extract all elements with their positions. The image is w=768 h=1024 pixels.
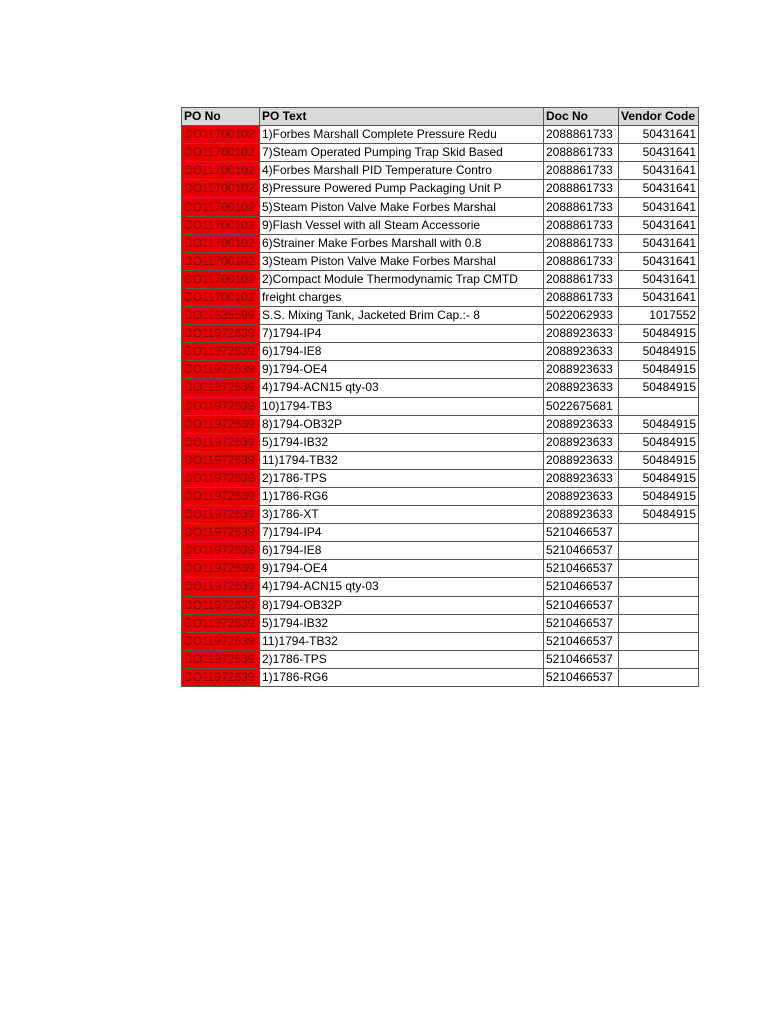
table-row xyxy=(182,307,699,325)
cell-vendor-code: 50431641 xyxy=(619,180,699,198)
cell-po-text: 2)1786-TPS xyxy=(260,469,544,487)
cell-doc-no: 2088923633 xyxy=(544,325,619,343)
cell-po-no: DO11972639 xyxy=(182,487,260,505)
table-row xyxy=(182,288,699,306)
cell-doc-no: 5210466537 xyxy=(544,560,619,578)
cell-po-text: 2)1786-TPS xyxy=(260,650,544,668)
cell-po-text: 1)1786-RG6 xyxy=(260,668,544,686)
table-row xyxy=(182,506,699,524)
cell-po-no: DO11700102 xyxy=(182,162,260,180)
cell-po-no: DO11972639 xyxy=(182,469,260,487)
cell-po-no: DO11972639 xyxy=(182,506,260,524)
cell-vendor-code xyxy=(619,614,699,632)
cell-doc-no: 2088923633 xyxy=(544,379,619,397)
cell-po-text: 9)Flash Vessel with all Steam Accessorie xyxy=(260,216,544,234)
cell-po-no: DO11972639 xyxy=(182,451,260,469)
cell-po-text: 4)1794-ACN15 qty-03 xyxy=(260,379,544,397)
table-row xyxy=(182,198,699,216)
cell-vendor-code: 50484915 xyxy=(619,469,699,487)
cell-vendor-code xyxy=(619,542,699,560)
cell-vendor-code xyxy=(619,397,699,415)
table-row xyxy=(182,433,699,451)
cell-vendor-code: 50431641 xyxy=(619,270,699,288)
cell-vendor-code xyxy=(619,560,699,578)
cell-po-text: 5)1794-IB32 xyxy=(260,614,544,632)
cell-po-no: DO11972639 xyxy=(182,668,260,686)
table-row xyxy=(182,361,699,379)
cell-doc-no: 2088861733 xyxy=(544,162,619,180)
cell-po-text: 9)1794-OE4 xyxy=(260,560,544,578)
cell-po-no: DO11972639 xyxy=(182,343,260,361)
table-row xyxy=(182,379,699,397)
table-row xyxy=(182,469,699,487)
table-row xyxy=(182,270,699,288)
cell-po-no: DO11972639 xyxy=(182,433,260,451)
cell-po-text: 3)Steam Piston Valve Make Forbes Marshal xyxy=(260,252,544,270)
cell-po-no: DO11700102 xyxy=(182,144,260,162)
cell-po-text: 8)1794-OB32P xyxy=(260,415,544,433)
cell-po-text: 5)1794-IB32 xyxy=(260,433,544,451)
header-row xyxy=(182,108,699,126)
cell-po-no: DO11972639 xyxy=(182,542,260,560)
cell-po-text: 9)1794-OE4 xyxy=(260,361,544,379)
cell-po-text: 6)1794-IE8 xyxy=(260,343,544,361)
cell-po-no: DO11700102 xyxy=(182,270,260,288)
cell-vendor-code xyxy=(619,668,699,686)
cell-po-text: 6)Strainer Make Forbes Marshall with 0.8 xyxy=(260,234,544,252)
cell-po-no: DO11972639 xyxy=(182,415,260,433)
cell-vendor-code xyxy=(619,578,699,596)
cell-po-text: 7)1794-IP4 xyxy=(260,325,544,343)
cell-vendor-code xyxy=(619,650,699,668)
cell-po-text: 4)Forbes Marshall PID Temperature Contro xyxy=(260,162,544,180)
cell-po-text: 10)1794-TB3 xyxy=(260,397,544,415)
cell-po-text: 11)1794-TB32 xyxy=(260,632,544,650)
cell-po-text: 8)1794-OB32P xyxy=(260,596,544,614)
cell-vendor-code: 50484915 xyxy=(619,415,699,433)
cell-vendor-code: 1017552 xyxy=(619,307,699,325)
table-row xyxy=(182,325,699,343)
cell-vendor-code: 50484915 xyxy=(619,451,699,469)
header-vendor-code: Vendor Code xyxy=(619,108,699,126)
cell-doc-no: 2088861733 xyxy=(544,270,619,288)
table-row xyxy=(182,397,699,415)
table-row xyxy=(182,560,699,578)
cell-doc-no: 2088923633 xyxy=(544,343,619,361)
cell-doc-no: 2088923633 xyxy=(544,433,619,451)
cell-doc-no: 5022675681 xyxy=(544,397,619,415)
table-header xyxy=(182,108,699,126)
cell-po-no: DO11972639 xyxy=(182,650,260,668)
cell-po-text: 7)Steam Operated Pumping Trap Skid Based xyxy=(260,144,544,162)
cell-vendor-code: 50484915 xyxy=(619,379,699,397)
table-row xyxy=(182,126,699,144)
cell-po-text: freight charges xyxy=(260,288,544,306)
cell-doc-no: 5210466537 xyxy=(544,524,619,542)
cell-po-text: 11)1794-TB32 xyxy=(260,451,544,469)
table-row xyxy=(182,614,699,632)
cell-po-no: DO11972639 xyxy=(182,524,260,542)
cell-po-text: 1)Forbes Marshall Complete Pressure Redu xyxy=(260,126,544,144)
table-row xyxy=(182,162,699,180)
cell-po-no: DO11635599 xyxy=(182,307,260,325)
header-doc-no: Doc No xyxy=(544,108,619,126)
table-row xyxy=(182,542,699,560)
cell-doc-no: 5210466537 xyxy=(544,542,619,560)
cell-po-no: DO11972639 xyxy=(182,596,260,614)
cell-vendor-code: 50431641 xyxy=(619,234,699,252)
cell-po-no: DO11700102 xyxy=(182,234,260,252)
table-row xyxy=(182,144,699,162)
cell-po-text: S.S. Mixing Tank, Jacketed Brim Cap.:- 8 xyxy=(260,307,544,325)
header-po-text: PO Text xyxy=(260,108,544,126)
cell-po-text: 2)Compact Module Thermodynamic Trap CMTD xyxy=(260,270,544,288)
cell-po-text: 8)Pressure Powered Pump Packaging Unit P xyxy=(260,180,544,198)
cell-po-no: DO11700102 xyxy=(182,252,260,270)
table-row xyxy=(182,487,699,505)
table-row xyxy=(182,632,699,650)
cell-vendor-code: 50431641 xyxy=(619,126,699,144)
cell-vendor-code: 50484915 xyxy=(619,506,699,524)
table-row xyxy=(182,596,699,614)
cell-doc-no: 5210466537 xyxy=(544,668,619,686)
cell-po-no: DO11700102 xyxy=(182,288,260,306)
cell-po-no: DO11972639 xyxy=(182,632,260,650)
table-row xyxy=(182,524,699,542)
cell-doc-no: 2088861733 xyxy=(544,144,619,162)
cell-po-no: DO11972639 xyxy=(182,560,260,578)
cell-doc-no: 5210466537 xyxy=(544,614,619,632)
cell-vendor-code: 50484915 xyxy=(619,361,699,379)
cell-doc-no: 2088861733 xyxy=(544,252,619,270)
cell-doc-no: 5210466537 xyxy=(544,650,619,668)
cell-doc-no: 2088923633 xyxy=(544,451,619,469)
table-row xyxy=(182,234,699,252)
cell-po-no: DO11700102 xyxy=(182,216,260,234)
cell-vendor-code xyxy=(619,632,699,650)
cell-doc-no: 2088861733 xyxy=(544,216,619,234)
cell-po-no: DO11972639 xyxy=(182,614,260,632)
cell-vendor-code xyxy=(619,524,699,542)
cell-doc-no: 2088861733 xyxy=(544,126,619,144)
cell-doc-no: 2088861733 xyxy=(544,234,619,252)
table-body xyxy=(182,126,699,687)
cell-doc-no: 2088923633 xyxy=(544,506,619,524)
table-row xyxy=(182,668,699,686)
cell-vendor-code: 50431641 xyxy=(619,216,699,234)
cell-vendor-code: 50431641 xyxy=(619,288,699,306)
cell-doc-no: 2088861733 xyxy=(544,198,619,216)
table-row xyxy=(182,180,699,198)
cell-doc-no: 2088923633 xyxy=(544,487,619,505)
cell-po-no: DO11700102 xyxy=(182,198,260,216)
cell-po-no: DO11700102 xyxy=(182,126,260,144)
cell-doc-no: 2088861733 xyxy=(544,180,619,198)
po-table xyxy=(181,107,699,687)
cell-po-text: 6)1794-IE8 xyxy=(260,542,544,560)
cell-doc-no: 2088861733 xyxy=(544,288,619,306)
table-row xyxy=(182,252,699,270)
cell-po-no: DO11972639 xyxy=(182,397,260,415)
cell-vendor-code: 50484915 xyxy=(619,433,699,451)
cell-po-no: DO11972639 xyxy=(182,379,260,397)
cell-po-no: DO11700102 xyxy=(182,180,260,198)
cell-vendor-code: 50484915 xyxy=(619,487,699,505)
cell-vendor-code: 50484915 xyxy=(619,343,699,361)
table-row xyxy=(182,650,699,668)
cell-vendor-code: 50431641 xyxy=(619,162,699,180)
cell-po-text: 5)Steam Piston Valve Make Forbes Marshal xyxy=(260,198,544,216)
cell-vendor-code: 50431641 xyxy=(619,252,699,270)
table-row xyxy=(182,415,699,433)
cell-po-text: 4)1794-ACN15 qty-03 xyxy=(260,578,544,596)
cell-po-no: DO11972639 xyxy=(182,361,260,379)
cell-doc-no: 5210466537 xyxy=(544,596,619,614)
cell-doc-no: 5210466537 xyxy=(544,578,619,596)
table-row xyxy=(182,216,699,234)
cell-doc-no: 5022062933 xyxy=(544,307,619,325)
cell-po-text: 7)1794-IP4 xyxy=(260,524,544,542)
cell-po-text: 3)1786-XT xyxy=(260,506,544,524)
header-po-no: PO No xyxy=(182,108,260,126)
table-row xyxy=(182,451,699,469)
cell-doc-no: 2088923633 xyxy=(544,361,619,379)
cell-vendor-code: 50431641 xyxy=(619,144,699,162)
cell-doc-no: 2088923633 xyxy=(544,415,619,433)
table-row xyxy=(182,578,699,596)
cell-vendor-code: 50484915 xyxy=(619,325,699,343)
cell-doc-no: 5210466537 xyxy=(544,632,619,650)
cell-po-no: DO11972639 xyxy=(182,325,260,343)
cell-vendor-code xyxy=(619,596,699,614)
cell-po-no: DO11972639 xyxy=(182,578,260,596)
cell-vendor-code: 50431641 xyxy=(619,198,699,216)
cell-po-text: 1)1786-RG6 xyxy=(260,487,544,505)
cell-doc-no: 2088923633 xyxy=(544,469,619,487)
table-row xyxy=(182,343,699,361)
